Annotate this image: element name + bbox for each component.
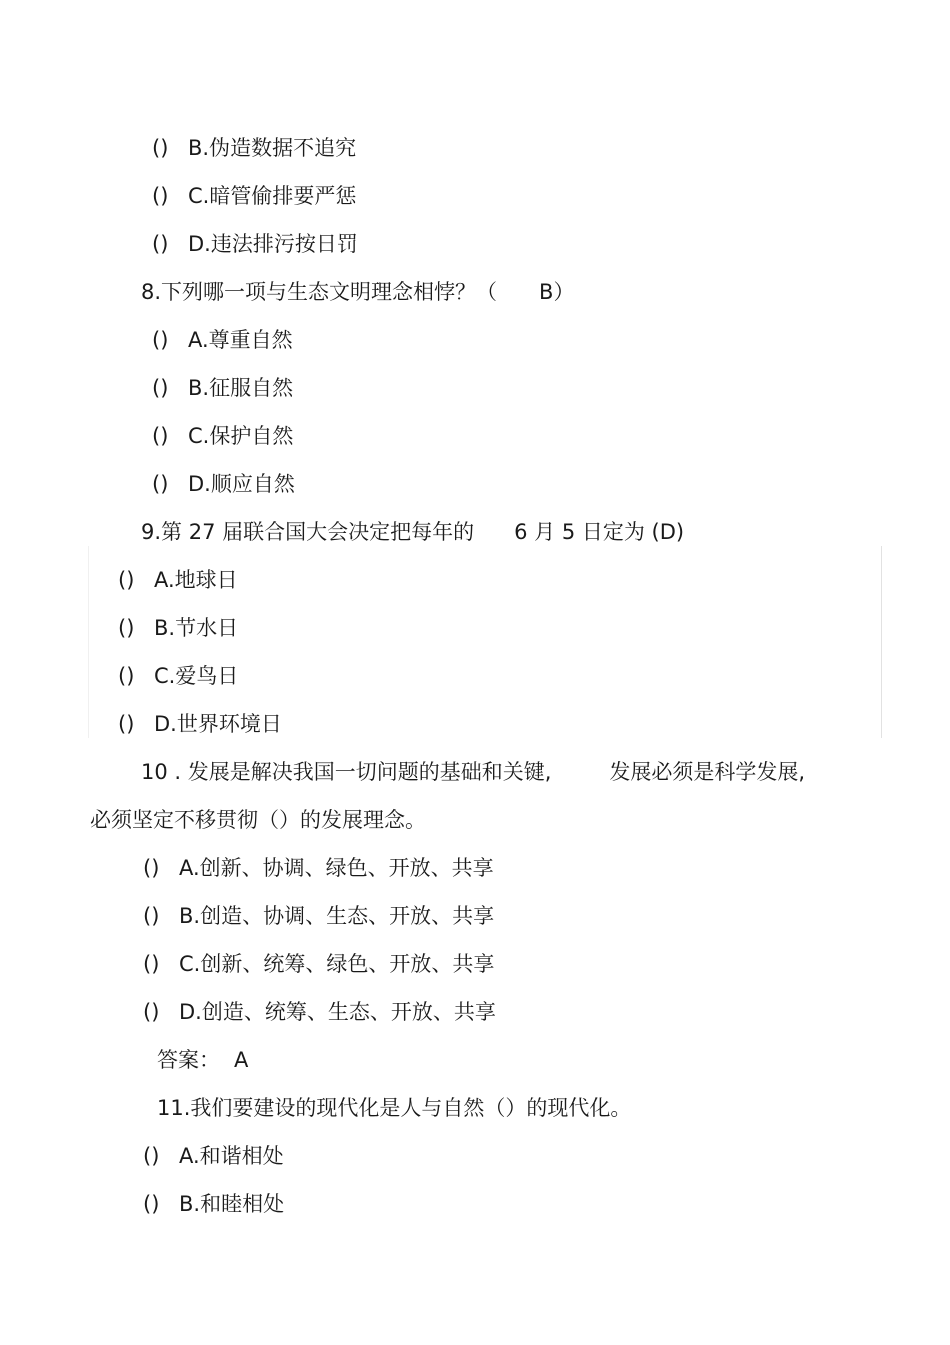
q8-stem (141, 278, 574, 306)
question-text-continued: 6 月 5 日定为 (D) (514, 520, 685, 544)
q9-option-b (118, 614, 238, 642)
q10-option-c (143, 950, 494, 978)
q10-stem-line-1 (141, 758, 805, 786)
option-text: C.爱鸟日 (154, 664, 239, 688)
q9-option-a (118, 566, 238, 594)
question-text: 11.我们要建设的现代化是人与自然（）的现代化。 (157, 1096, 632, 1120)
question-text: 必须坚定不移贯彻（）的发展理念。 (90, 808, 426, 832)
question-text: 8.下列哪一项与生态文明理念相悖？（ (141, 280, 498, 304)
option-paren: () (143, 1192, 160, 1216)
option-text: D.世界环境日 (154, 712, 282, 736)
option-paren: () (152, 184, 169, 208)
question-answer: B） (539, 280, 575, 304)
q7-option-c (152, 182, 356, 210)
q9-option-c (118, 662, 238, 690)
option-paren: () (118, 568, 135, 592)
option-paren: () (118, 664, 135, 688)
option-text: C.创新、统筹、绿色、开放、共享 (179, 952, 495, 976)
option-paren: () (152, 376, 169, 400)
option-text: A.地球日 (154, 568, 238, 592)
table-border-right (881, 546, 882, 738)
option-text: B.和睦相处 (179, 1192, 285, 1216)
q8-option-c (152, 422, 293, 450)
option-text: C.保护自然 (188, 424, 294, 448)
answer-label: 答案： (157, 1048, 220, 1072)
option-text: D.违法排污按日罚 (188, 232, 358, 256)
q10-answer (157, 1046, 248, 1074)
option-paren: () (143, 1144, 160, 1168)
option-paren: () (143, 1000, 160, 1024)
option-text: D.创造、统筹、生态、开放、共享 (179, 1000, 496, 1024)
q9-stem (141, 518, 684, 546)
option-paren: () (152, 328, 169, 352)
option-paren: () (143, 856, 160, 880)
option-paren: () (143, 904, 160, 928)
option-text: D.顺应自然 (188, 472, 295, 496)
option-paren: () (143, 952, 160, 976)
answer-value: A (234, 1048, 249, 1072)
option-paren: () (152, 136, 169, 160)
option-text: B.征服自然 (188, 376, 294, 400)
option-text: A.创新、协调、绿色、开放、共享 (179, 856, 494, 880)
option-text: B.节水日 (154, 616, 239, 640)
q9-option-d (118, 710, 282, 738)
option-text: A.和谐相处 (179, 1144, 284, 1168)
option-paren: () (118, 616, 135, 640)
q7-option-b (152, 134, 356, 162)
q11-option-a (143, 1142, 284, 1170)
option-paren: () (152, 472, 169, 496)
q10-option-d (143, 998, 496, 1026)
option-text: A.尊重自然 (188, 328, 293, 352)
q11-option-b (143, 1190, 284, 1218)
option-text: B.创造、协调、生态、开放、共享 (179, 904, 495, 928)
question-text-continued: 发展必须是科学发展, (609, 760, 806, 784)
question-text: 9.第 27 届联合国大会决定把每年的 (141, 520, 475, 544)
option-paren: () (152, 424, 169, 448)
option-paren: () (118, 712, 135, 736)
q8-option-b (152, 374, 293, 402)
table-border-left (88, 546, 89, 738)
option-text: C.暗管偷排要严惩 (188, 184, 357, 208)
q10-option-a (143, 854, 494, 882)
q8-option-a (152, 326, 293, 354)
q8-option-d (152, 470, 295, 498)
option-paren: () (152, 232, 169, 256)
question-text: 10 . 发展是解决我国一切问题的基础和关键, (141, 760, 552, 784)
q7-option-d (152, 230, 358, 258)
q10-option-b (143, 902, 494, 930)
option-text: B.伪造数据不追究 (188, 136, 357, 160)
q11-stem (157, 1094, 631, 1122)
q10-stem-line-2 (90, 806, 426, 834)
